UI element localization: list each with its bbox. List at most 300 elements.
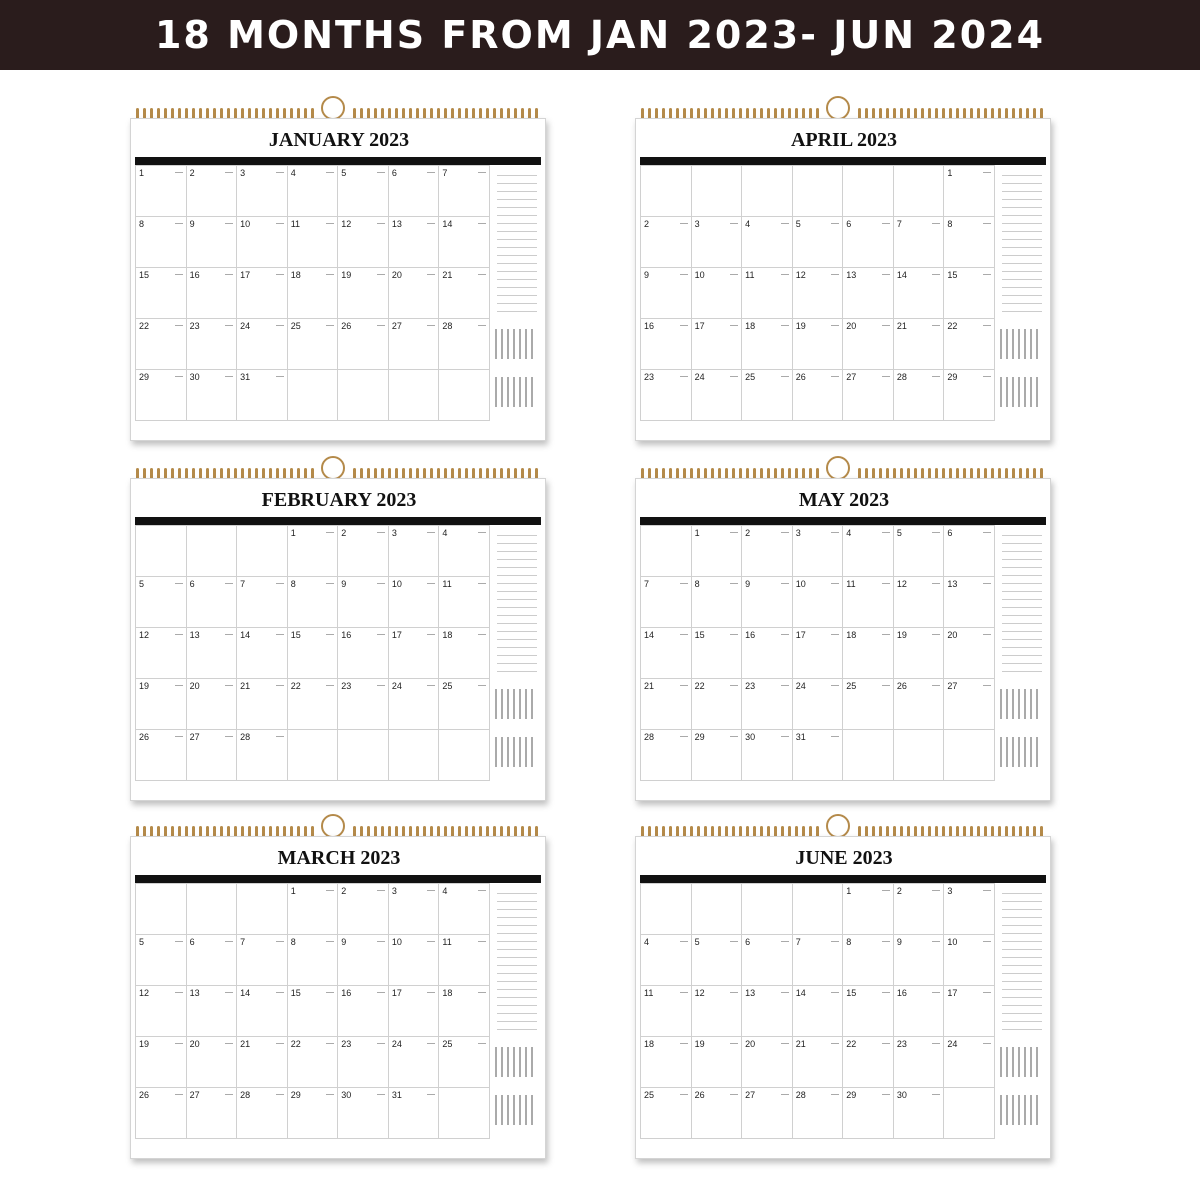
day-number: 23 [341,1039,352,1049]
day-cell [692,986,743,1037]
day-number: 6 [846,219,852,229]
day-cell [944,884,995,935]
day-cell [338,679,389,730]
notes-line [497,909,537,910]
day-cell [843,986,894,1037]
notes-line [1002,941,1042,942]
notes-line [1002,583,1042,584]
cell-note-line [276,685,284,686]
day-cell [389,884,440,935]
cell-note-line [882,890,890,891]
cell-note-line [276,376,284,377]
cell-note-line [225,583,233,584]
notes-line [1002,1013,1042,1014]
cell-note-line [730,532,738,533]
cell-note-line [932,1094,940,1095]
notes-line [1002,295,1042,296]
day-cell [187,884,238,935]
cell-note-line [175,376,183,377]
cell-note-line [427,223,435,224]
notes-line [1002,925,1042,926]
day-number: 26 [694,1090,705,1100]
day-cell [692,679,743,730]
day-number: 24 [694,372,705,382]
day-cell [793,319,844,370]
cell-note-line [983,685,991,686]
day-cell [944,679,995,730]
day-number: 31 [240,372,251,382]
cell-note-line [427,172,435,173]
day-number: 26 [341,321,352,331]
cell-note-line [932,685,940,686]
day-cell [338,268,389,319]
day-number: 8 [694,579,700,589]
day-cell [338,986,389,1037]
day-number: 12 [341,219,352,229]
cell-note-line [730,685,738,686]
day-cell [944,166,995,217]
day-cell [187,370,238,421]
day-number: 11 [442,579,452,589]
day-cell [742,986,793,1037]
day-number: 15 [290,630,301,640]
day-cell [641,1088,692,1139]
calendar-page-march [130,818,540,1148]
notes-line [1002,933,1042,934]
notes-line [1002,199,1042,200]
cell-note-line [276,736,284,737]
calendar-page-june [635,818,1045,1148]
month-title: MARCH 2023 [277,847,401,869]
notes-line [1002,949,1042,950]
day-cell [641,986,692,1037]
day-cell [793,935,844,986]
cell-note-line [680,992,688,993]
cell-note-line [781,941,789,942]
notes-line [1002,279,1042,280]
cell-note-line [831,1043,839,1044]
day-cell [288,730,339,781]
day-number: 21 [442,270,453,280]
cell-note-line [225,1043,233,1044]
day-number: 21 [240,1039,251,1049]
notes-line [497,989,537,990]
cell-note-line [680,736,688,737]
day-cell [237,217,288,268]
day-cell [136,1088,187,1139]
notes-sidebar [996,887,1044,1137]
day-number: 2 [644,219,650,229]
day-number: 30 [341,1090,352,1100]
day-cell [944,986,995,1037]
day-cell [136,268,187,319]
notes-line [497,607,537,608]
day-cell [237,730,288,781]
sidebar-header [994,157,1046,165]
notes-line [1002,631,1042,632]
day-number: 5 [139,937,145,947]
day-number: 6 [947,528,953,538]
cell-note-line [781,274,789,275]
cell-note-line [680,376,688,377]
cell-note-line [781,532,789,533]
day-cell [439,370,490,421]
notes-line [1002,567,1042,568]
day-cell [843,370,894,421]
day-cell [843,577,894,628]
day-cell [692,370,743,421]
month-title: FEBRUARY 2023 [261,489,417,511]
day-number: 18 [290,270,301,280]
day-cell [641,370,692,421]
notes-line [1002,303,1042,304]
cell-note-line [478,992,486,993]
day-number: 27 [189,1090,200,1100]
cell-note-line [882,685,890,686]
day-cell [136,217,187,268]
cell-note-line [225,685,233,686]
cell-note-line [983,172,991,173]
day-cell [894,986,945,1037]
day-cell [338,526,389,577]
notes-line [497,239,537,240]
notes-line [497,1005,537,1006]
hanger-hole-icon [321,814,345,838]
day-cell [136,884,187,935]
cell-note-line [225,274,233,275]
day-cell [641,884,692,935]
day-number: 12 [795,270,806,280]
cell-note-line [730,1043,738,1044]
day-number: 18 [846,630,857,640]
day-cell [136,628,187,679]
cell-note-line [377,274,385,275]
day-cell [338,1088,389,1139]
cell-note-line [326,992,334,993]
day-number: 20 [189,681,200,691]
cell-note-line [326,172,334,173]
day-number: 4 [442,528,448,538]
cell-note-line [932,890,940,891]
notes-line [497,933,537,934]
day-cell [389,1037,440,1088]
day-cell [237,268,288,319]
notes-line [1002,575,1042,576]
day-cell [793,370,844,421]
day-number: 19 [139,1039,150,1049]
day-number: 29 [694,732,705,742]
cell-note-line [175,172,183,173]
day-cell [894,628,945,679]
day-cell [389,679,440,730]
day-number: 5 [139,579,145,589]
day-cell [944,319,995,370]
day-cell [136,166,187,217]
day-cell [288,884,339,935]
day-cell [894,1088,945,1139]
cell-note-line [326,1043,334,1044]
cell-note-line [427,890,435,891]
calendar-page-may [635,460,1045,790]
day-cell [894,319,945,370]
day-cell [136,986,187,1037]
cell-note-line [427,685,435,686]
cell-note-line [932,532,940,533]
cell-note-line [427,1043,435,1044]
day-number: 22 [139,321,150,331]
day-cell [439,166,490,217]
cell-note-line [225,1094,233,1095]
cell-note-line [377,532,385,533]
day-number: 15 [139,270,150,280]
day-cell [288,319,339,370]
cell-note-line [478,1043,486,1044]
day-cell [692,1037,743,1088]
cell-note-line [225,736,233,737]
day-cell [288,166,339,217]
day-number: 8 [290,937,296,947]
day-number: 29 [290,1090,301,1100]
mini-calendar [495,329,537,359]
cell-note-line [831,583,839,584]
cell-note-line [377,634,385,635]
day-cell [288,628,339,679]
cell-note-line [882,992,890,993]
day-cell [338,577,389,628]
day-number: 21 [896,321,907,331]
day-cell [944,217,995,268]
notes-line [497,303,537,304]
day-grid [640,525,995,781]
cell-note-line [831,685,839,686]
day-number: 16 [745,630,756,640]
day-cell [692,730,743,781]
day-cell [843,319,894,370]
day-number: 13 [846,270,857,280]
notes-line [1002,599,1042,600]
notes-line [497,287,537,288]
day-number: 5 [896,528,902,538]
cell-note-line [225,992,233,993]
day-cell [187,986,238,1037]
cell-note-line [932,992,940,993]
notes-line [497,543,537,544]
cell-note-line [983,532,991,533]
day-cell [136,370,187,421]
cell-note-line [882,274,890,275]
day-cell [641,217,692,268]
day-cell [439,679,490,730]
sidebar-header [489,875,541,883]
day-cell [187,268,238,319]
day-cell [641,166,692,217]
notes-line [497,199,537,200]
notes-sidebar [491,887,539,1137]
notes-line [1002,655,1042,656]
day-cell [136,1037,187,1088]
day-number: 28 [896,372,907,382]
notes-line [1002,639,1042,640]
day-number: 14 [240,630,251,640]
cell-note-line [781,992,789,993]
day-cell [338,730,389,781]
cell-note-line [781,223,789,224]
notes-line [1002,901,1042,902]
cell-note-line [882,532,890,533]
cell-note-line [730,376,738,377]
day-cell [187,577,238,628]
cell-note-line [882,223,890,224]
day-number: 3 [795,528,801,538]
cell-note-line [882,376,890,377]
cell-note-line [680,274,688,275]
cell-note-line [983,890,991,891]
day-number: 16 [341,988,352,998]
day-cell [742,370,793,421]
cell-note-line [377,1094,385,1095]
day-number: 17 [795,630,806,640]
notes-line [497,663,537,664]
notes-line [497,631,537,632]
notes-line [497,671,537,672]
day-cell [439,319,490,370]
day-cell [136,730,187,781]
day-cell [793,730,844,781]
cell-note-line [983,941,991,942]
notes-line [497,973,537,974]
day-number: 26 [795,372,806,382]
notes-line [1002,647,1042,648]
day-number: 7 [240,579,246,589]
day-number: 25 [442,1039,453,1049]
day-number: 18 [745,321,756,331]
cell-note-line [781,376,789,377]
cell-note-line [983,634,991,635]
day-number: 10 [795,579,806,589]
calendar-sheet [130,118,546,441]
banner-title: 18 MONTHS FROM JAN 2023- JUN 2024 [154,13,1046,57]
day-number: 31 [795,732,806,742]
day-number: 6 [391,168,397,178]
notes-line [497,957,537,958]
day-number: 3 [694,219,700,229]
day-number: 1 [290,886,296,896]
cell-note-line [730,274,738,275]
notes-line [497,647,537,648]
cell-note-line [882,325,890,326]
cell-note-line [478,634,486,635]
day-cell [641,577,692,628]
day-number: 14 [240,988,251,998]
notes-line [497,263,537,264]
notes-sidebar [491,169,539,419]
day-cell [742,730,793,781]
notes-line [1002,965,1042,966]
day-cell [944,1037,995,1088]
day-number: 12 [896,579,907,589]
day-cell [944,577,995,628]
day-cell [288,935,339,986]
cell-note-line [831,223,839,224]
day-number: 14 [795,988,806,998]
day-number: 3 [947,886,953,896]
day-cell [389,628,440,679]
day-cell [389,1088,440,1139]
day-cell [793,679,844,730]
cell-note-line [781,583,789,584]
day-number: 20 [745,1039,756,1049]
day-cell [288,370,339,421]
cell-note-line [781,736,789,737]
day-number: 10 [947,937,958,947]
day-cell [793,217,844,268]
cell-note-line [730,992,738,993]
day-cell [894,679,945,730]
notes-line [497,559,537,560]
day-number: 29 [139,372,150,382]
sidebar-header [489,157,541,165]
cell-note-line [932,325,940,326]
notes-line [497,623,537,624]
day-cell [944,526,995,577]
cell-note-line [882,941,890,942]
day-cell [338,217,389,268]
day-number: 21 [644,681,655,691]
day-number: 27 [745,1090,756,1100]
day-number: 28 [240,1090,251,1100]
cell-note-line [377,172,385,173]
day-cell [894,577,945,628]
day-number: 14 [644,630,655,640]
day-cell [894,884,945,935]
notes-line [1002,917,1042,918]
notes-line [1002,663,1042,664]
day-cell [439,730,490,781]
day-cell [439,935,490,986]
day-cell [439,268,490,319]
cell-note-line [478,274,486,275]
day-cell [843,1088,894,1139]
day-cell [793,1037,844,1088]
mini-calendar [495,689,537,719]
month-title: APRIL 2023 [790,129,898,151]
day-cell [389,166,440,217]
notes-line [1002,893,1042,894]
cell-note-line [276,274,284,275]
notes-line [497,223,537,224]
notes-line [1002,271,1042,272]
day-number: 24 [391,681,402,691]
cell-note-line [377,325,385,326]
day-number: 13 [745,988,756,998]
notes-line [497,941,537,942]
notes-line [497,231,537,232]
hanger-hole-icon [321,96,345,120]
calendar-sheet [635,836,1051,1159]
cell-note-line [225,172,233,173]
notes-line [1002,591,1042,592]
day-number: 22 [846,1039,857,1049]
day-cell [843,268,894,319]
cell-note-line [427,1094,435,1095]
calendar-sheet [635,118,1051,441]
day-cell [288,577,339,628]
cell-note-line [326,583,334,584]
day-number: 8 [290,579,296,589]
notes-line [1002,255,1042,256]
notes-line [497,271,537,272]
notes-line [1002,191,1042,192]
